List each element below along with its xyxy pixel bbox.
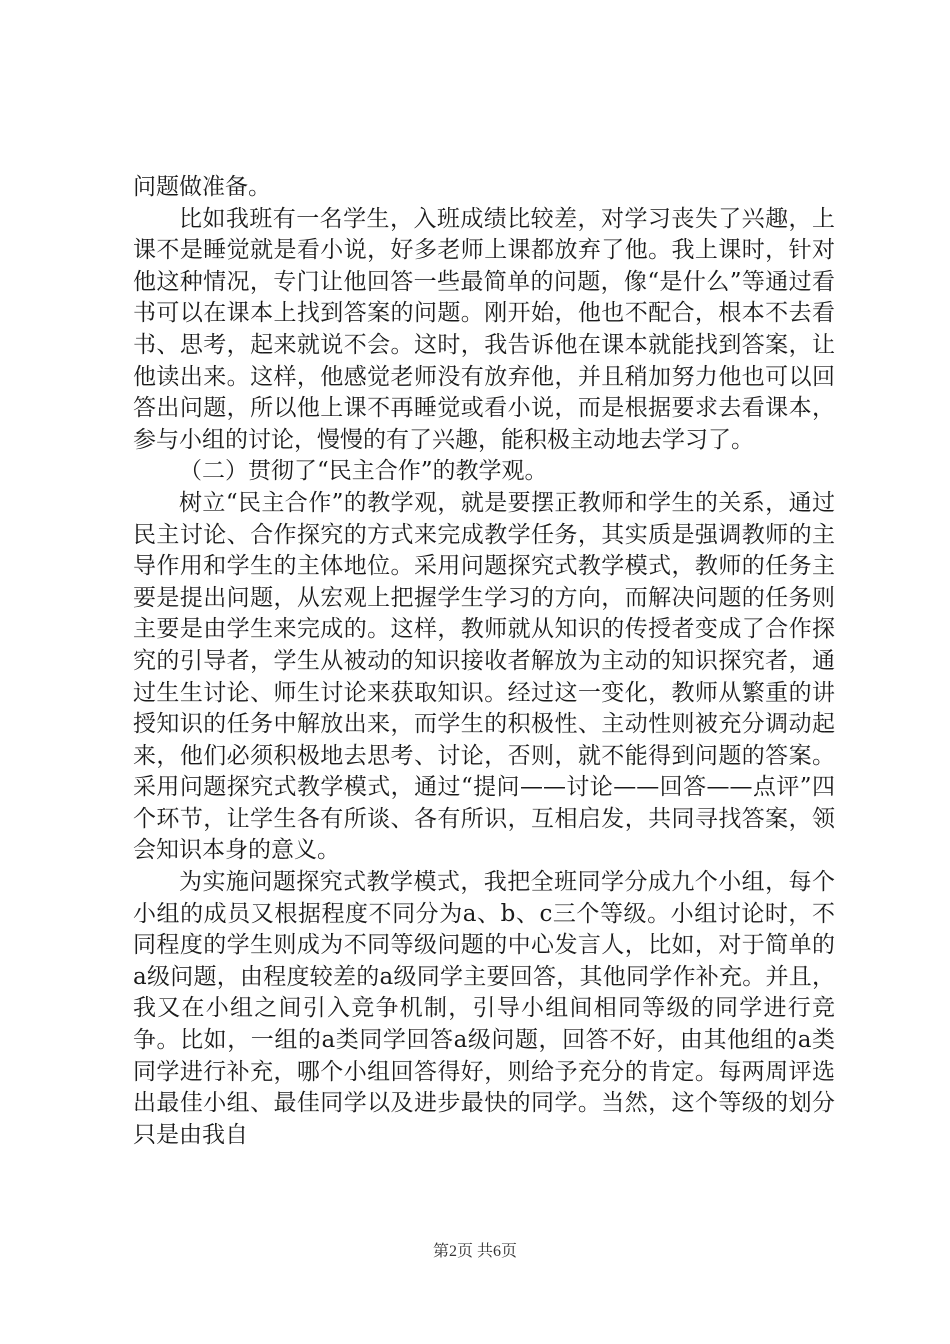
page-footer: 第2页 共6页 <box>432 1243 517 1260</box>
section-heading-democratic-cooperation: （二）贯彻了“民主合作”的教学观。 <box>179 458 548 485</box>
paragraph-teaching-view: 树立“民主合作”的教学观，就是要摆正教师和学生的关系，通过民主讨论、合作探究的方式来完成教学任务，其实质是强调教师的主导作用和学生的主体地位。采用问题探究式教学模式，教师的任务主要是提出问题，从宏观上把握学生学习的方向，而解决问题的任务则主要是由学生来完成的。这样，教师就从知识的传授者变成了合作探究的引导者，学生从被动的知识接收者解放为主动的知识探究者，通过生生讨论、师生讨论来获取知识。经过这一变化，教师从繁重的讲授知识的任务中解放出来，而学生的积极性、主动性则被充分调动起来，他们必须积极地去思考、讨论，否则，就不能得到问题的答案。采用问题探究式教学模式，通过“提问——讨论——回答——点评”四个环节，让学生各有所谈、各有所识，互相启发，共同寻找答案，领会知识本身的意义。 <box>133 489 835 864</box>
document-body <box>133 172 835 1151</box>
paragraph-continuation: 问题做准备。 <box>133 174 271 200</box>
paragraph-student-example: 比如我班有一名学生，入班成绩比较差，对学习丧失了兴趣，上课不是睡觉就是看小说，好多老师上课都放弃了他。我上课时，针对他这种情况，专门让他回答一些最简单的问题，像“是什么”等通过看书可以在课本上找到答案的问题。刚开始，他也不配合，根本不去看书、思考，起来就说不会。这时，我告诉他在课本就能找到答案，让他读出来。这样，他感觉老师没有放弃他，并且稍加努力他也可以回答出问题，所以他上课不再睡觉或看小说，而是根据要求去看课本，参与小组的讨论，慢慢的有了兴趣，能积极主动地去学习了。 <box>133 205 835 453</box>
paragraph-group-implementation: 为实施问题探究式教学模式，我把全班同学分成九个小组，每个小组的成员又根据程度不同分为a、b、c三个等级。小组讨论时，不同程度的学生则成为不同等级问题的中心发言人，比如，对于简单的a级问题，由程度较差的a级同学主要回答，其他同学作补充。并且，我又在小组之间引入竞争机制，引导小组间相同等级的同学进行竞争。比如，一组的a类同学回答a级问题，回答不好，由其他组的a类同学进行补充，哪个小组回答得好，则给予充分的肯定。每两周评选出最佳小组、最佳同学以及进步最快的同学。当然，这个等级的划分只是由我自 <box>133 869 835 1148</box>
